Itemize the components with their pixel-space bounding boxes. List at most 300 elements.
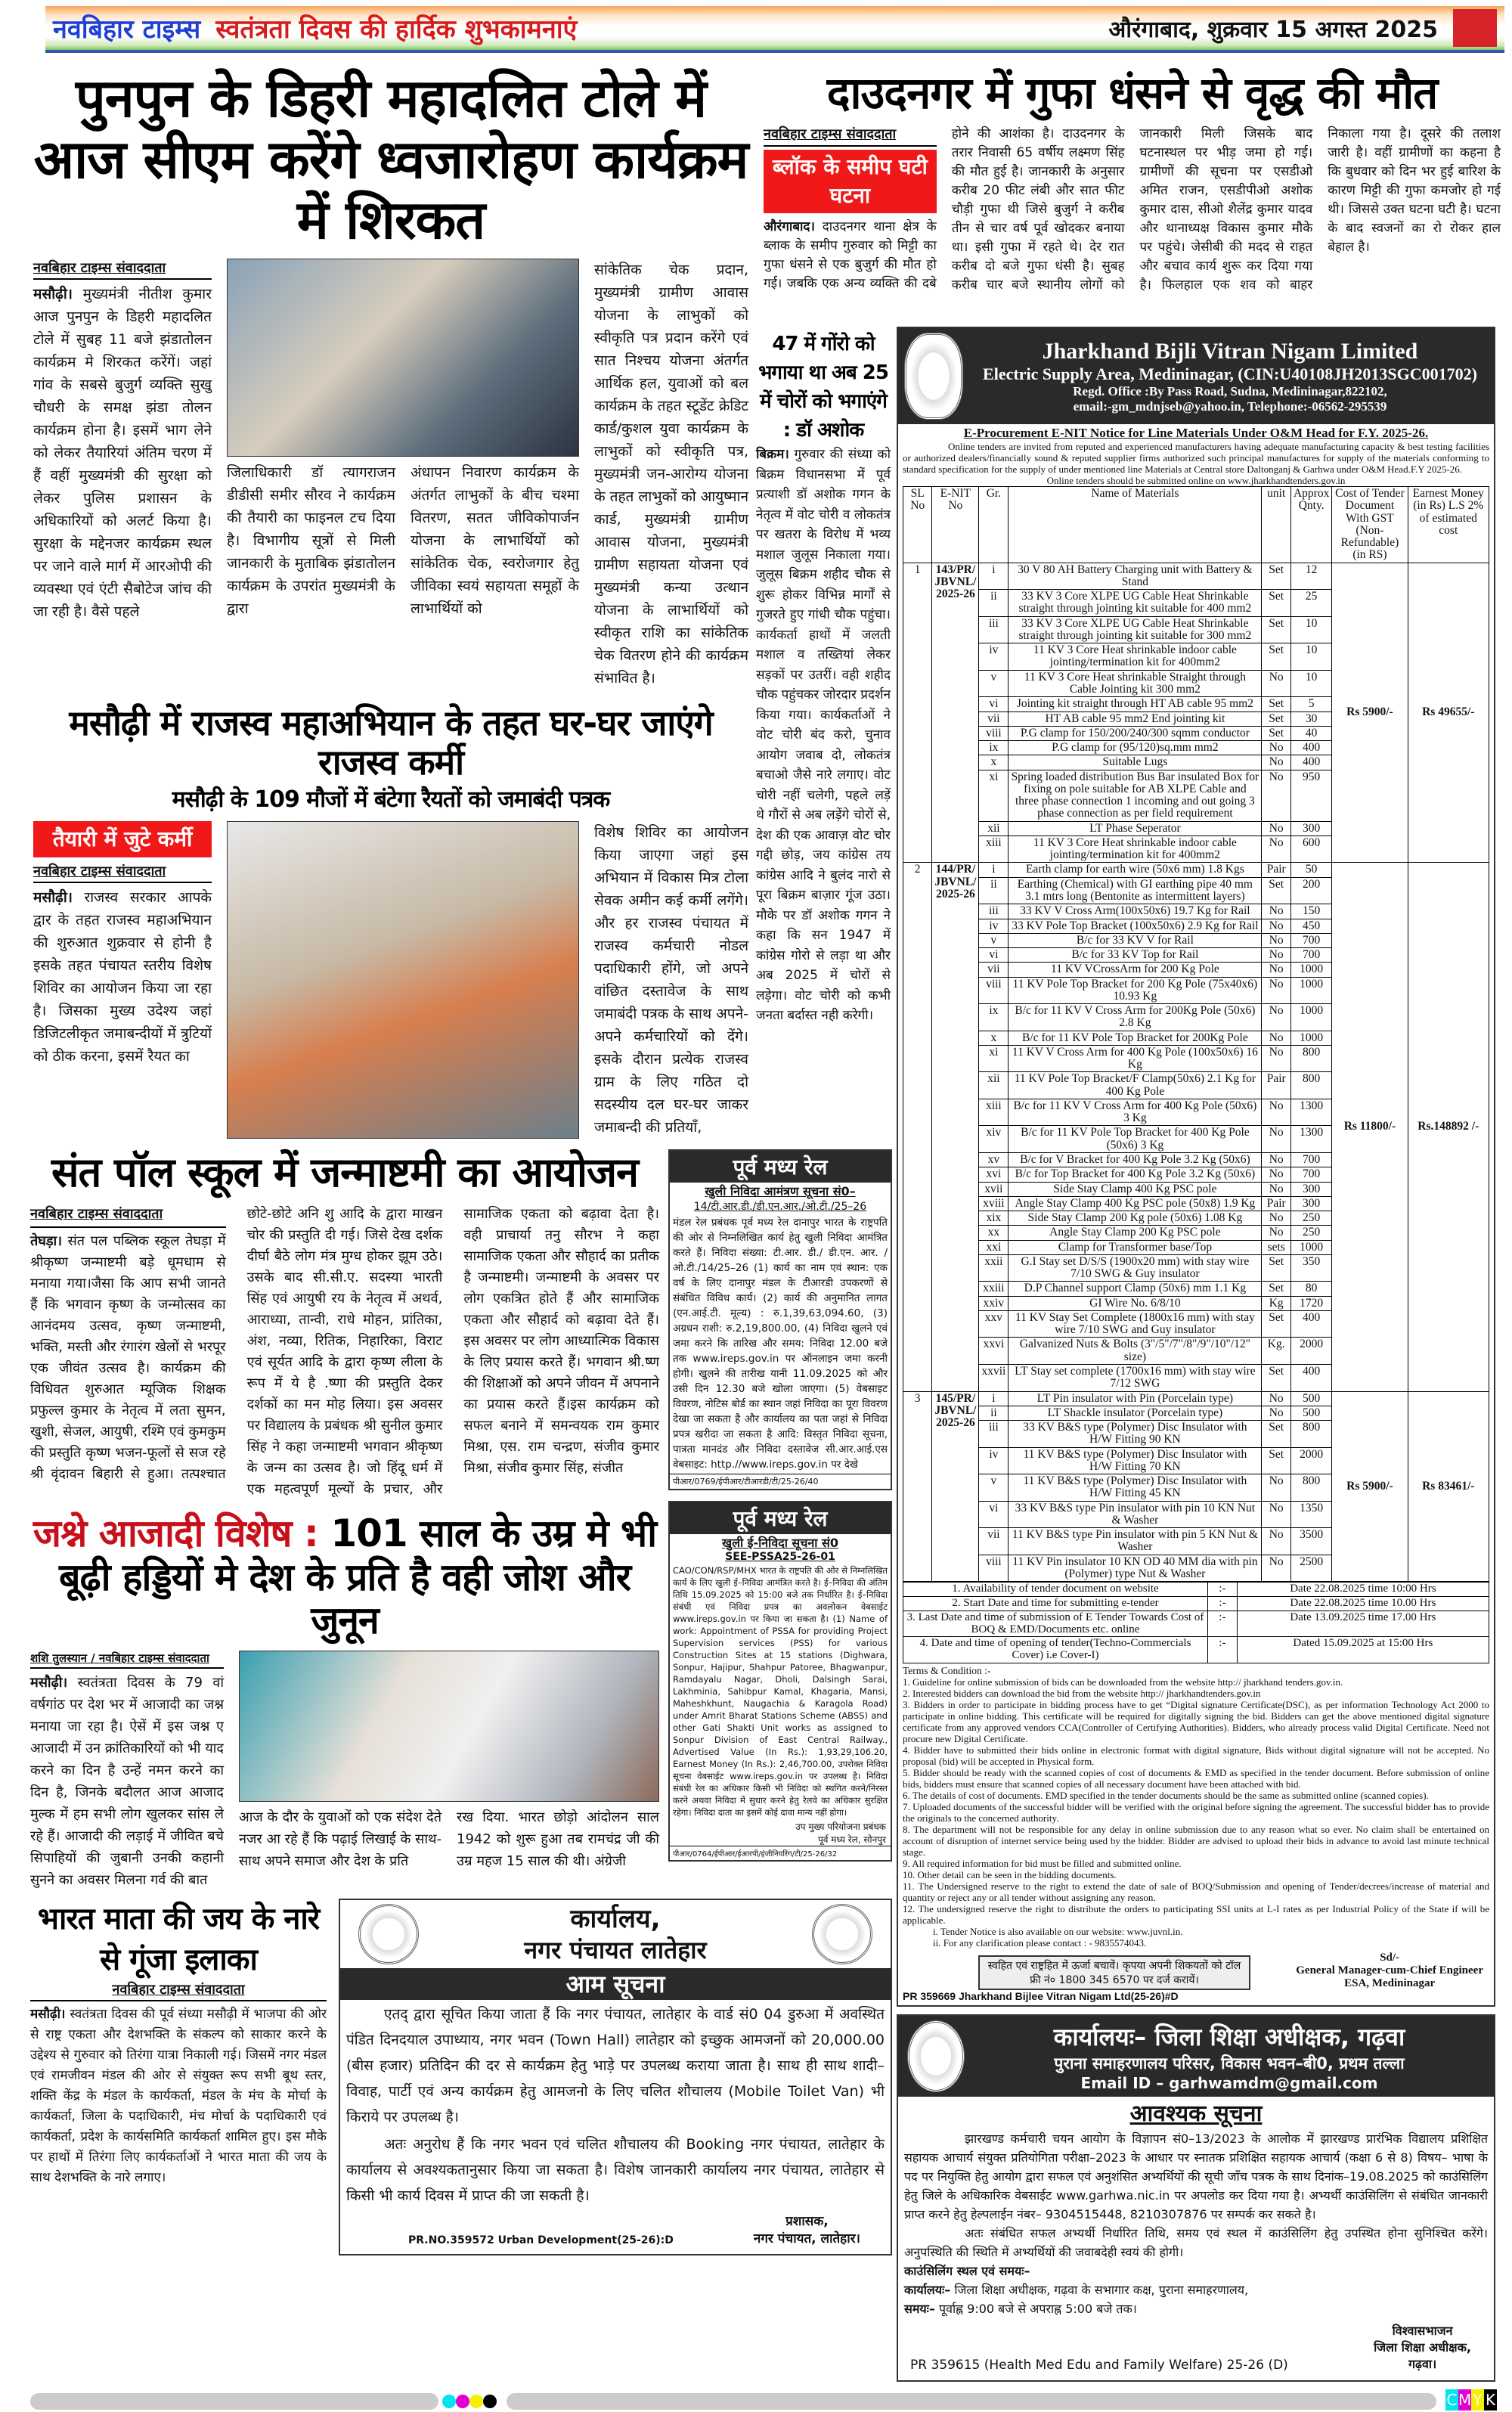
- table-row: [903, 863, 1489, 877]
- byline: नवबिहार टाइम्स संवाददाता: [33, 259, 212, 280]
- table-cell: No: [1262, 933, 1291, 947]
- table-cell: 12: [1290, 563, 1331, 590]
- table-cell: B/c for V Bracket for 400 Kg Pole 3.2 Kg (50x6): [1009, 1153, 1262, 1167]
- table-row: [903, 563, 1489, 590]
- byline: नवबिहार टाइम्स संवाददाता: [30, 1204, 226, 1228]
- table-cell: B/c for 33 KV V for Rail: [1009, 933, 1262, 947]
- table-cell: No: [1262, 821, 1291, 836]
- table-cell: 11 KV VCrossArm for 200 Kg Pole: [1009, 963, 1262, 977]
- table-cell: Set: [1262, 697, 1291, 712]
- table-cell: No: [1262, 1126, 1291, 1153]
- schedule-cell: 1. Availability of tender document on website: [903, 1583, 1208, 1597]
- table-cell: 144/PR/ JBVNL/ 2025-26: [932, 863, 979, 1391]
- story2-body: [764, 125, 1501, 295]
- schedule-cell: :-: [1208, 1597, 1238, 1611]
- rail-ad-2-title: खुली ई-निविदा सूचना सं0: [722, 1536, 838, 1550]
- table-cell: 80: [1290, 1282, 1331, 1296]
- table-cell: 1000: [1290, 1240, 1331, 1254]
- table-cell: 25: [1290, 590, 1331, 617]
- table-cell: Set: [1262, 1447, 1291, 1474]
- schedule-row: [903, 1583, 1489, 1597]
- table-cell: No: [1262, 770, 1291, 821]
- story4-subhead: मसौढ़ी के 109 मौजों में बंटेगा रैयतों को जमाबंदी पत्रक: [172, 786, 610, 814]
- story6-headline: [30, 1512, 659, 1643]
- table-cell: No: [1262, 1153, 1291, 1167]
- table-cell: No: [1262, 1211, 1291, 1226]
- table-cell: 1000: [1290, 977, 1331, 1004]
- table-cell: Set: [1262, 726, 1291, 740]
- table-cell: 30 V 80 AH Battery Charging unit with Battery & Stand: [1009, 563, 1262, 590]
- table-cell: xxiv: [979, 1296, 1009, 1310]
- table-cell: 500: [1290, 1406, 1331, 1420]
- table-cell: v: [979, 670, 1009, 697]
- garhwa-time: पूर्वाह्न 9:00 बजे से अपराह्न 5:00 बजे तक।: [939, 2301, 1137, 2316]
- table-cell: No: [1262, 836, 1291, 863]
- table-cell: 11 KV 3 Core Heat shrinkable indoor cable jointing/termination kit for 400mm2: [1009, 836, 1262, 863]
- table-cell: iv: [979, 919, 1009, 933]
- story7-text: स्वतंत्रता दिवस की पूर्व संध्या मसौढ़ी में भाजपा की ओर से राष्ट्र एकता और देशभक्ति के संकल्प को साकार करने के उद्देश्य से गुरुवार को तिरंगा यात्रा निकाली गई। जिसमें नगर मंडल एवं रामजीवन मंडल की ओर से संयुक्त रूप सभी बूथ स्तर, शक्ति केंद्र के मंडल के कार्यकर्ता, मंडल के मंच के मोर्चा के कार्यकर्ता, जिला के पदाधिकारी, मंच मोर्चा के पदाधिकारी एवं कार्यकर्ता, प्रदेश के कार्यसमिति कार्यकर्ता शामिल हुए। इस मौके पर हाथों में तिरंगा लिए कार्यकर्ताओं ने भारत माता की जय के साथ देशभक्ति के नारे लगाए।: [30, 2006, 327, 2185]
- table-cell: xiii: [979, 1099, 1009, 1126]
- schedule-cell: Date 22.08.2025 time 10:00 Hrs: [1237, 1583, 1489, 1597]
- table-cell: LT Pin insulator with Pin (Porcelain type): [1009, 1391, 1262, 1406]
- table-cell: P.G clamp for (95/120)sq.mm mm2: [1009, 741, 1262, 755]
- story1-dateline: मसौढ़ी।: [33, 285, 73, 302]
- schedule-row: [903, 1597, 1489, 1611]
- story6-text-1: स्वतंत्रता दिवस के 79 वां वर्षगांठ पर देश भर में आजादी का जश्न मनाया जा रहा है। ऐसें में इस जश्न ए आजादी में उन क्रांतिकारियों को भी याद करने का दिन है उन्हें नमन करने का दिन है, जिनके बदौलत आज आजाद मुल्क में हम सभी लोग खुलकर सांस ले रहे हैं। आजादी की लड़ाई में जीवित बचे सिपाहियों की जुबानी उनकी कहानी सुनने का अवसर मिलना गर्व की बात: [30, 1674, 224, 1888]
- garhwa-p1: झारखण्ड कर्मचारी चयन आयोग के विज्ञापन सं0–13/2023 के आलोक में झारखण्ड प्रारंभिक विद्यालय प्रशिक्षित सहायक आचार्य संयुक्त प्रतियोगिता परीक्षा–2023 के आधार पर स्नातक प्रशिक्षित सहायक आचार्य (कक्षा 6 से 8) विषय– भाषा के पद पर नियुक्ति हेतु आयोग द्वारा सफल एवं अनुशंसित अभ्यर्थियों की सूची जाँच पत्रक के साथ दिनांक–19.08.2025 को काउंसिलिंग हेतु जिले के अधिकारिक वेबसाईट www.garhwa.nic.in पर अपलोड कर दिया गया है। अभ्यर्थी काउंसिलिंग से संबंधित जानकारी प्राप्त करने हेतु हेल्पलाईन नंबर– 9304515448, 8210307876 पर सम्पर्क कर सकते है।: [904, 2131, 1488, 2221]
- term-item: 1. Guideline for online submission of bids can be downloaded from the website http:// jharkhand tenders.gov.in.: [903, 1676, 1343, 1688]
- table-cell: 700: [1290, 933, 1331, 947]
- table-cell: Kg.: [1262, 1338, 1291, 1365]
- story5-headline: संत पॉल स्कूल में जन्माष्टमी का आयोजन: [51, 1149, 639, 1196]
- table-cell: 400: [1290, 1310, 1331, 1338]
- story5: [30, 1149, 659, 1500]
- table-cell: xxv: [979, 1310, 1009, 1338]
- table-header: Name of Materials: [1009, 487, 1262, 563]
- table-cell: 2: [903, 863, 932, 1391]
- garhwa-office-label: कार्यालयः–: [904, 2282, 951, 2297]
- table-cell: 600: [1290, 836, 1331, 863]
- table-cell: iii: [979, 616, 1009, 643]
- table-cell: 400: [1290, 755, 1331, 770]
- table-cell: iii: [979, 1421, 1009, 1448]
- table-cell: No: [1262, 904, 1291, 919]
- table-cell: 11 KV Stay Set Complete (1800x16 mm) with stay wire 7/10 SWG and Guy insulator: [1009, 1310, 1262, 1338]
- story5-text: संत पल पब्लिक स्कूल तेघड़ा में श्रीकृष्ण जन्माष्टमी बड़े धूमधाम से मनाया गया।जैसा कि आप सभी जानते हैं कि भगवान कृष्ण के जन्मोत्सव का आनंदमय उत्सव, कृष्ण जन्माष्टमी, भक्ति, मस्ती और रंगारंग खेलों से भरपूर एक जीवंत उत्सव है। कार्यक्रम की विधिवत शुरुआत म्यूजिक शिक्षक प्रफुल्ल कुमार के नेतृत्व में लता सुमन, खुशी, सेजल, आयुषी, रश्मि एवं कुमकुम की प्रस्तुति कृष्ण भजन-फूलों से सज रहे श्री वृंदावन बिहारी से हुआ। तत्पश्चात छोटे-छोटे अनि शु आदि के द्वारा माखन चोर की प्रस्तुति दी गई। जिसे देख दर्शक दीर्घा बैठे लोग मंत्र मुग्ध होकर झूम उठे। उसके बाद सी.सी.ए. सदस्या भारती सिंह एवं आयुषी रय के नेतृत्व में अथर्व, आराध्या, तान्वी, राधे मोहन, प्रांतिका, अंश, नव्या, रितिक, निहारिका, विराट एवं सूर्यत आदि के द्वारा कृष्ण लीला के रूप में ये है .ष्णा की प्रस्तुति देकर दर्शकों का मन मोह लिया। इस अवसर पर विद्यालय के प्रबंधक श्री सुनील कुमार सिंह ने कहा जन्माष्टमी भगवान श्रीकृष्ण के जन्म का उत्सव है। जो हिंदू धर्म में एक महत्वपूर्ण मूल्यों के प्रचार, और सामाजिक एकता को बढ़ावा देता है। वही प्राचार्या तनु सौरभ ने कहा सामाजिक एकता और सौहार्द का प्रतीक है जन्माष्टमी। जन्माष्टमी के अवसर पर लोग एकत्रित होते हैं और सामाजिक एकता और सौहार्द को बढ़ावा देते हैं। इस अवसर पर लोग आध्यात्मिक विकास के लिए प्रयास करते हैं। भगवान श्री.ष्ण की शिक्षाओं को अपने जीवन में अपनाने का प्रयास करते हैं।इस कार्यक्रम को सफल बनाने में समन्वयक राम कुमार मिश्रा, एस. राम चन्द्रण, संजीव कुमार मिश्रा, संजीव कुमार सिंह, संजीत: [30, 1206, 659, 1498]
- table-cell: xxii: [979, 1254, 1009, 1282]
- left-top-block: [33, 68, 748, 1139]
- jbvnl-sign-1: Sd/-: [1380, 1951, 1400, 1964]
- masthead-banner: [45, 6, 1504, 53]
- story4-dateline: मसौढ़ी।: [33, 888, 73, 906]
- rail-ad-2: [668, 1501, 892, 1862]
- table-cell: 33 KV 3 Core XLPE UG Cable Heat Shrinkable straight through jointing kit suitable for 400 mm2: [1009, 590, 1262, 617]
- table-cell: Kg: [1262, 1296, 1291, 1310]
- table-cell: 500: [1290, 1391, 1331, 1406]
- term-item: 8. The department will not be responsible for any delay in online submission due to any reason what so ever. No claim shall be entertained on account of disruption of internet service being used by the bidder. Bidder are advised to upload their bids in advance to avoid last minute technical stage.: [903, 1823, 1489, 1858]
- table-header: Approx Qnty.: [1290, 487, 1331, 563]
- table-cell: 350: [1290, 1254, 1331, 1282]
- schedule-cell: 3. Last Date and time of submission of E Tender Towards Cost of BOQ & EMD/Documents etc. online: [903, 1611, 1208, 1637]
- table-cell: 1350: [1290, 1501, 1331, 1528]
- table-cell: v: [979, 933, 1009, 947]
- term-item: 7. Uploaded documents of the successful bidder will be verified with the original before signing the agreement. The successful bidder has to provide the originals to the concerned authority.: [903, 1800, 1489, 1824]
- registration-strip: [30, 2389, 1504, 2412]
- schedule-table: [903, 1582, 1489, 1663]
- table-cell: B/c for 33 KV Top for Rail: [1009, 948, 1262, 963]
- table-cell: xxvi: [979, 1338, 1009, 1365]
- rail-ad-1-footer: पीआर/0769/ईपीआर/टीआरडी/टी/25-26/40: [670, 1474, 891, 1489]
- jbvnl-pr: PR 359669 Jharkhand Bijlee Vitran Nigam Ltd(25-26)#D: [903, 1989, 1179, 2002]
- story7: [30, 1899, 327, 2188]
- table-cell: 300: [1290, 821, 1331, 836]
- greeting-banner: स्वतंत्रता दिवस की हार्दिक शुभकामनाएं: [215, 14, 578, 45]
- rail-ad-2-sign2: पूर्व मध्य रेल, सोनपुर: [817, 1834, 886, 1845]
- table-cell: B/c for 11 KV Pole Top Bracket for 200Kg Pole: [1009, 1031, 1262, 1045]
- right-ads-block: [897, 327, 1495, 2382]
- story4-headline: मसौढ़ी में राजस्व महाअभियान के तहत घर-घर जाएंगे राजस्व कर्मी: [69, 702, 713, 783]
- story2-text: दाउदनगर थाना क्षेत्र के ब्लाक के समीप गुरुवार को मिट्टी का गुफा धंसने से एक बुजुर्ग की मौत हो गई। जबकि एक अन्य व्यक्ति की दबे होने की आशंका है। दाउदनगर के तरार निवासी 65 वर्षीय लक्ष्मण सिंह की मौत हुई है। जानकारी के अनुसार करीब 20 फीट लंबी और सात फीट चौड़ी गुफा थी जिसे बुजुर्ग ने करीब तीन से चार वर्ष पूर्व खोदकर बनाया था। इसी गुफा में रहते थे। देर रात करीब दो बजे गुफा धंसी है। सुबह करीब चार बजे स्थानीय लोगों को जानकारी मिली जिसके बाद घटनास्थल पर भीड़ जमा हो गई। ग्रामीणों की सूचना पर एसडीओ अमित राजन, एसडीपीओ अशोक कुमार दास, सीओ शैलेंद्र कुमार यादव और थानाध्यक्ष विकास कुमार मौके पर पहुंचे। जेसीबी की मदद से राहत और बचाव कार्य शुरू कर दिया गया है। फिलहाल एक शव को बाहर निकाला गया है। दूसरे की तलाश जारी है। वहीं ग्रामीणों का कहना है कि बुधवार को दिन भर हुई बारिश के कारण मिट्टी की गुफा कमजोर हो गई थी। जिससे उक्त घटना घटी है। घटना के बाद स्वजनों का रो रोकर हाल बेहाल है।: [764, 126, 1501, 293]
- latehar-p2: अतः अनुरोध हैं कि नगर भवन एवं चलित शौचालय की Booking नगर पंचायत, लातेहार के कार्यालय से अवश्यकतानुसार किया जा सकता है। विशेष जानकारी कार्यालय नगर पंचायत, लातेहार से किसी भी कार्य दिवस में प्राप्त की जा सकती है।: [346, 2135, 885, 2204]
- schedule-cell: 4. Date and time of opening of tender(Techno-Commercials Cover) i.e Cover-I): [903, 1637, 1208, 1663]
- story6: [30, 1512, 659, 1891]
- latehar-pr: PR.NO.359572 Urban Development(25-26):D: [408, 2234, 674, 2246]
- story1-text-3: अंधापन निवारण कार्यक्रम के अंतर्गत लाभुकों के बीच चश्मा वितरण, सतत जीविकोपार्जन योजना के लाभार्थियों को सांकेतिक चेक, स्वरोजगार हेतु जीविका स्वयं सहायता समूहों के लाभार्थियों को: [411, 463, 579, 617]
- table-cell: Set: [1262, 1421, 1291, 1448]
- garhwa-time-label: समयः–: [904, 2301, 935, 2316]
- table-cell: 11 KV B&S type (Polymer) Disc Insulator with H/W Fitting 45 KN: [1009, 1474, 1262, 1502]
- table-cell: No: [1262, 741, 1291, 755]
- table-cell: 1: [903, 563, 932, 863]
- table-cell: 145/PR/ JBVNL/ 2025-26: [932, 1391, 979, 1582]
- garhwa-pr: PR 359615 (Health Med Edu and Family Welfare) 25-26 (D): [910, 2357, 1288, 2373]
- story1-headline: पुनपुन के डिहरी महादलित टोले में आज सीएम करेंगे ध्वजारोहण कार्यक्रम में शिरकत: [33, 67, 748, 251]
- table-cell: 5: [1290, 697, 1331, 712]
- rail-ad-1: [668, 1149, 892, 1490]
- story1-text-2: जिलाधिकारी डॉ त्यागराजन डीडीसी समीर सौरव ने कार्यक्रम की तैयारी का फाइनल टच दिया है। विभागीय सूत्रों से मिली जानकारी के मुताबिक झंडातोलन कार्यक्रम के उपरांत मुख्यमंत्री के द्वारा: [227, 463, 395, 617]
- story3-headline: 47 में गोंरो को भगाया था अब 25 में चोरों को भगाएंगे : डॉ अशोक: [758, 333, 888, 442]
- table-cell: 1000: [1290, 1004, 1331, 1031]
- table-cell: 33 KV 3 Core XLPE UG Cable Heat Shrinkable straight through jointing kit suitable for 300 mm2: [1009, 616, 1262, 643]
- story6-photo: [239, 1651, 659, 1802]
- story6-headline-red: जश्ने आजादी विशेष :: [33, 1511, 318, 1556]
- jbvnl-notice-title: E-Procurement E-NIT Notice for Line Materials Under O&M Head for F.Y. 2025-26.: [963, 426, 1429, 440]
- story4: [33, 703, 748, 1139]
- table-cell: i: [979, 563, 1009, 590]
- jbvnl-sign-3: ESA, Medininagar: [1344, 1976, 1436, 1989]
- jbvnl-online: Online tenders should be submitted online on www.jharkhandtenders.gov.in: [1046, 475, 1346, 486]
- latehar-sign-1: प्रशासक,: [785, 2213, 829, 2229]
- term-item: 3. Bidders in order to participate in bidding process have to get “Digital signature Certificate(DSC), as per information Technology Act 2000 to participate in online bidding. This certificate will be required for digitally signing the bid. Bidders can get the above mentioned digital signature certificate from any approved vendors CCA(Controller of Certifying Authorities). Bidders, who already process valid Digital Certificate. Need not procure new Digital Certificate.: [903, 1698, 1489, 1744]
- table-cell: Rs 49655/-: [1408, 563, 1489, 863]
- table-cell: x: [979, 755, 1009, 770]
- table-header: E-NIT No: [932, 487, 979, 563]
- table-cell: viii: [979, 977, 1009, 1004]
- table-cell: sets: [1262, 1240, 1291, 1254]
- table-cell: Side Stay Clamp 200 Kg pole (50x6) 1.08 Kg: [1009, 1211, 1262, 1226]
- garhwa-email: Email ID – garhwamdm@gmail.com: [1080, 2073, 1378, 2092]
- table-cell: viii: [979, 726, 1009, 740]
- story6-byline: शशि तुलस्यान / नवबिहार टाइम्स संवाददाता: [30, 1651, 224, 1669]
- table-cell: 11 KV B&S type (Polymer) Disc Insulator with H/W Fitting 70 KN: [1009, 1447, 1262, 1474]
- emblem-icon: [358, 1904, 419, 1964]
- jbvnl-sign-2: General Manager-cum-Chief Engineer: [1296, 1964, 1483, 1976]
- schedule-cell: 2. Start Date and time for submitting e-tender: [903, 1597, 1208, 1611]
- table-cell: Set: [1262, 590, 1291, 617]
- story1-text-4: सांकेतिक चेक प्रदान, मुख्यमंत्री ग्रामीण आवास योजना के लाभुकों को स्वीकृति पत्र प्रदान करेंगे एवं सात निश्चय योजना अंतर्गत आर्थिक हल, युवाओं को बल कार्यक्रम के तहत स्टूडेंट क्रेडिट कार्ड/कुशल युवा कार्यक्रम के लाभुकों को स्वीकृति पत्र, मुख्यमंत्री जन-आरोग्य योजना के तहत लाभुकों को आयुष्मान कार्ड, मुख्यमंत्री ग्रामीण आवास योजना, मुख्यमंत्री ग्रामीण सहायता योजना एवं मुख्यमंत्री कन्या उत्थान योजना के लाभार्थियों को स्वीकृत राशि का सांकेतिक चेक वितरण होने की कार्यक्रम संभावित है।: [594, 261, 748, 687]
- rail-ad-1-title: खुली निविदा आमंत्रण सूचना सं0–: [705, 1184, 856, 1198]
- table-cell: vi: [979, 1501, 1009, 1528]
- jbvnl-office: Regd. Office :By Pass Road, Sudna, Medininagar,822102,: [1073, 383, 1387, 398]
- schedule-row: [903, 1611, 1489, 1637]
- table-cell: xii: [979, 821, 1009, 836]
- byline: नवबिहार टाइम्स संवाददाता: [764, 125, 937, 147]
- term-item: 9. All required information for bid must be filled and submitted online.: [903, 1857, 1182, 1869]
- table-cell: i: [979, 1391, 1009, 1406]
- table-cell: 800: [1290, 1421, 1331, 1448]
- table-cell: xii: [979, 1072, 1009, 1099]
- rail-ad-1-text: मंडल रेल प्रबंधक पूर्व मध्य रेल दानापुर भारत के राष्ट्रपति की ओर से निम्नलिखित कार्य हेतु खुली निविदा आमंत्रित करते हैं। निविदा संख्या: टी.आर. डी./ डी.एन. आर. / ओ.टी./14/25–26 (1) कार्य का नाम एवं स्थान: एक वर्ष के लिए दानापुर मंडल के टीआरडी उपकरणों से संबंधित विविध कार्य। (2) कार्य की अनुमानित लागत (एन.आई.टी. मूल्य) : रु.1,39,63,094.60, (3) अग्रधन राशी: रु.2,19,800.00, (4) निविदा खुलने एवं जमा करने कि तारिख और समय: निविदा 12.00 बजे तक www.ireps.gov.in पर ऑनलाइन जमा करनी होगी। खुलने की तारीख यानी 11.09.2025 को और उसी दिन 12.30 बजे खोला जाएगा। (5) वेबसाइट विवरण, नोटिस बोर्ड का स्थान जहां निविदा का पूरा विवरण देखा जा सकता है और कार्यालय का पता जहां से निविदा प्रपत्र खरीदा जा सकता है आदि: विस्तृत निविदा सूचना, पात्रता मानदंड और निविदा दस्तावेज सी.आर.आई.एस वेबसाइट: http.//www.ireps.gov.in पर देखे: [673, 1217, 888, 1471]
- jbvnl-contact: email:-gm_mdnjseb@yahoo.in, Telephone:-06562-295539: [1073, 398, 1387, 414]
- cmyk-m: M: [1458, 2391, 1472, 2409]
- jbvnl-subtitle: Electric Supply Area, Medininagar, (CIN:U40108JH2013SGC001702): [983, 364, 1477, 383]
- table-cell: xxiii: [979, 1282, 1009, 1296]
- table-cell: xvii: [979, 1182, 1009, 1196]
- table-cell: xix: [979, 1211, 1009, 1226]
- table-cell: i: [979, 863, 1009, 877]
- table-cell: Pair: [1262, 863, 1291, 877]
- story7-dateline: मसौढ़ी।: [30, 2006, 66, 2022]
- table-cell: 1000: [1290, 963, 1331, 977]
- table-cell: 700: [1290, 1167, 1331, 1182]
- table-cell: Earthing (Chemical) with GI earthing pipe 40 mm 3.1 mtrs long (Bentonite as intermittent layers): [1009, 877, 1262, 904]
- table-cell: ii: [979, 877, 1009, 904]
- table-cell: 33 KV B&S type Pin insulator with pin 10 KN Nut & Washer: [1009, 1501, 1262, 1528]
- table-cell: HT AB cable 95 mm2 End jointing kit: [1009, 712, 1262, 726]
- table-cell: Spring loaded distribution Bus Bar insulated Box for fixing on pole suitable for AB XLPE Cable and three phase connection 1 incoming and out going 3 phase connection as per field requirement: [1009, 770, 1262, 821]
- table-cell: Suitable Lugs: [1009, 755, 1262, 770]
- table-header: Earnest Money (in Rs) L.S 2% of estimated cost: [1408, 487, 1489, 563]
- table-cell: Galvanized Nuts & Bolts (3"/5"/7"/8"/9"/10"/12" size): [1009, 1338, 1262, 1365]
- term-item: 4. Bidder have to submitted their bids online in electronic format with digital signature, Bids without digital signature will not be accepted. No proposal (bid) will be accepted in Physical form.: [903, 1744, 1489, 1767]
- table-cell: 11 KV 3 Core Heat shrinkable Straight through Cable Jointing kit 300 mm2: [1009, 670, 1262, 697]
- rail-ad-2-text: CAO/CON/RSP/MHX भारत के राष्ट्रपति की ओर से निम्नलिखित कार्य के लिए खुली ई–निविदा आमंत्रित करते है। ई–निविदा की अंतिम तिथि 15.09.2025 को 15:00 बजे तक निर्धारित है। ई–निविदा संबंधी एवं निविदा प्रपत्र का अवलोकन वेबसाईट www.ireps.gov.in पर किया जा सकता है। (1) Name of work: Appointment of PSSA for providing Project Supervision services (PSS) for various Construction Sites at 15 stations (Dighwara, Sonpur, Hajipur, Shahpur Patoree, Bhagwanpur, Ramdayalu Nagar, Dholi, Dalsingh Sarai, Lakhminia, Sahibpur Kamal, Khagaria, Mansi, Maheshkhunt, Naugachia & Karagola Road) under Amrit Bharat Stations Scheme (ABSS) and other Gati Shakti Unit works as assigned to Sonpur Division of East Central Railway., Advertised Value (In Rs.): 1,93,29,106.20, Earnest Money (In Rs.): 2,46,700.00, उपरोक्त निविदा सूचना वेबसाईट www.ireps.gov.in पर उपलब्ध है। निविदा संबंधी रेल का अधिकार किसी भी निविदा को स्थगित करने/निरस्त करने अथवा निविदा में सुधार करने हेतु रेलवे का अधिकार सुरक्षित रहेगा। निविदा दाता का इसमें कोई दावा मान्य नहीं होगा।: [673, 1565, 888, 1818]
- term-item: 10. Other detail can be seen in the bidding documents.: [903, 1868, 1117, 1880]
- table-cell: 250: [1290, 1211, 1331, 1226]
- story6-headline-main: 101 साल के उम्र मे भी बूढ़ी हड्डियों मे देश के प्रति है वही जोश और जुनून: [58, 1511, 657, 1643]
- table-cell: 2500: [1290, 1555, 1331, 1582]
- table-cell: 800: [1290, 1474, 1331, 1502]
- byline: नवबिहार टाइम्स संवाददाता: [30, 1980, 327, 2001]
- table-cell: 10: [1290, 643, 1331, 671]
- table-cell: 950: [1290, 770, 1331, 821]
- story3-dateline: बिक्रम।: [756, 447, 789, 462]
- story2-redbox: ब्लॉक के समीप घटी घटना: [764, 150, 937, 213]
- rail-ad-1-header: पूर्व मध्य रेल: [670, 1151, 891, 1183]
- story1-text-1: मुख्यमंत्री नीतीश कुमार आज पुनपुन के डिहरी महादलित टोले में सुबह 11 बजे झंडातोलन कार्यक्रम मे शिरकत करेंगें। जहां गांव के सबसे बुजुर्ग व्यक्ति सुखु चौधरी के समक्ष झंडा तोलन कार्यक्रम होना है। इसमें भाग लेने को लेकर तैयारियां अंतिम चरण में हैं वहीं मुख्यमंत्री की सुरक्षा को लेकर पुलिस प्रशासन के अधिकारियों को अलर्ट किया है। सुरक्षा के मद्देनजर कार्यक्रम स्थल पर जाने वाले मार्ग में आरओपी की व्यवस्था एवं एंटी सैबोटेज जांच की जा रही है। वैसे पहले: [33, 285, 212, 620]
- story1-col1: [33, 259, 212, 623]
- registration-dots: [442, 2395, 497, 2411]
- energy-box: स्वहित एवं राष्ट्रहित में ऊर्जा बचावें। कृपया अपनी शिकयतों को टॉल फ्री नं० 1800 345 6570 पर दर्ज करायें।: [978, 1955, 1250, 1990]
- table-cell: xxvii: [979, 1365, 1009, 1392]
- garhwa-sign-1: विश्वासभाजन: [1392, 2323, 1453, 2338]
- table-cell: 30: [1290, 712, 1331, 726]
- table-cell: LT Stay set complete (1700x16 mm) with stay wire 7/12 SWG: [1009, 1365, 1262, 1392]
- table-cell: Set: [1262, 1310, 1291, 1338]
- cmyk-swatch: [1445, 2389, 1497, 2410]
- garhwa-p2: अतः संबंधित सफल अभ्यर्थी निर्धारित तिथि, समय एवं स्थल में काउंसिलिंग हेतु उपस्थित होना सुनिश्चित करेंगे। अनुपस्थिति की स्थिति में अभ्यर्थियों की जवाबदेही स्वयं की होगी।: [904, 2225, 1488, 2259]
- table-header: unit: [1262, 487, 1291, 563]
- table-cell: 33 KV V Cross Arm(100x50x6) 19.7 Kg for Rail: [1009, 904, 1262, 919]
- table-cell: ii: [979, 1406, 1009, 1420]
- table-cell: 300: [1290, 1196, 1331, 1211]
- terms-title: Terms & Condition :-: [903, 1664, 991, 1676]
- table-cell: 200: [1290, 877, 1331, 904]
- cmyk-c: C: [1446, 2391, 1458, 2409]
- story7-headline: भारत माता की जय के नारे से गूंजा इलाका: [37, 1901, 320, 1977]
- left-bottom-block: [30, 1149, 892, 2255]
- table-cell: iii: [979, 904, 1009, 919]
- jbvnl-intro: Online tenders are invited from reputed and experienced manufacturers having adequate manufacturing capacity & best testing facilities or authorized dealers/financially sound & reputed supplier firms authorized such principal manufactures for supply of the materials conforming to standard specification for the supply of under mentioned line Materials at Central store Daltonganj & Garhwa under O&M Head.F.Y 2025-26.: [903, 441, 1489, 475]
- table-cell: iv: [979, 1447, 1009, 1474]
- schedule-cell: :-: [1208, 1583, 1238, 1597]
- latehar-title1: कार्यालय,: [570, 1903, 661, 1934]
- story6-text-3: रख दिया. भारत छोड़ो आंदोलन साल 1942 को शुरू हुआ तब रामचंद्र जी की उम्र महज 15 साल की थी। अंग्रेजी: [457, 1809, 659, 1869]
- table-cell: 143/PR/ JBVNL/ 2025-26: [932, 563, 979, 863]
- table-cell: Rs 5900/-: [1332, 563, 1408, 863]
- table-cell: D.P Channel support Clamp (50x6) mm 1.1 Kg: [1009, 1282, 1262, 1296]
- story4-col1: [33, 821, 212, 1068]
- table-cell: 1300: [1290, 1126, 1331, 1153]
- table-cell: xv: [979, 1153, 1009, 1167]
- table-cell: 11 KV Pole Top Bracket for 200 Kg Pole (75x40x6) 10.93 Kg: [1009, 977, 1262, 1004]
- garhwa-address: पुराना समाहरणालय परिसर, विकास भवन–बी0, प्रथम तल्ला: [1054, 2054, 1405, 2073]
- table-cell: 800: [1290, 1072, 1331, 1099]
- table-cell: 10: [1290, 670, 1331, 697]
- table-cell: 400: [1290, 1365, 1331, 1392]
- table-cell: 400: [1290, 741, 1331, 755]
- table-cell: 300: [1290, 1182, 1331, 1196]
- table-cell: Pair: [1262, 1196, 1291, 1211]
- table-cell: xvi: [979, 1167, 1009, 1182]
- story1-photo: [227, 259, 579, 457]
- schedule-cell: Date 22.08.2025 time 10.00 Hrs: [1237, 1597, 1489, 1611]
- latehar-title2: नगर पंचायत लातेहार: [524, 1935, 707, 1964]
- table-cell: No: [1262, 755, 1291, 770]
- byline: नवबिहार टाइम्स संवाददाता: [33, 862, 212, 883]
- table-cell: Set: [1262, 1282, 1291, 1296]
- table-cell: No: [1262, 963, 1291, 977]
- table-cell: No: [1262, 1406, 1291, 1420]
- table-header: Cost of Tender Document With GST (Non-Refundable) (in RS): [1332, 487, 1408, 563]
- latehar-sign-2: नगर पंचायत, लातेहार।: [753, 2231, 860, 2246]
- table-cell: 800: [1290, 1045, 1331, 1072]
- term-item: i. Tender Notice is also available on our website: www.juvnl.in.: [933, 1925, 1183, 1937]
- rail-ad-2-sign1: उप मुख्य परियोजना प्रबंधक: [795, 1821, 886, 1832]
- table-cell: No: [1262, 1004, 1291, 1031]
- story2: [764, 68, 1501, 295]
- schedule-cell: :-: [1208, 1611, 1238, 1637]
- table-cell: Rs.148892 /-: [1408, 863, 1489, 1391]
- table-cell: 11 KV B&S type Pin insulator with pin 5 KN Nut & Washer: [1009, 1528, 1262, 1555]
- garhwa-notice: [897, 2014, 1495, 2382]
- table-cell: 700: [1290, 948, 1331, 963]
- table-cell: 450: [1290, 919, 1331, 933]
- table-cell: Angle Stay Clamp 400 Kg PSC pole (50x8) 1.9 Kg: [1009, 1196, 1262, 1211]
- story6-col1: [30, 1651, 224, 1891]
- table-cell: 150: [1290, 904, 1331, 919]
- rail-ad-2-header: पूर्व मध्य रेल: [670, 1502, 891, 1534]
- latehar-notice: [339, 1899, 892, 2255]
- table-cell: Set: [1262, 877, 1291, 904]
- table-cell: xx: [979, 1226, 1009, 1240]
- story4-text-4: विशेष शिविर का आयोजन किया जाएगा जहां इस अभियान में विकास मित्र टोला सेवक अमीन कई कर्मी लगेंगे। और हर राजस्व पंचायत में राजस्व कर्मचारी नोडल पदाधिकारी होंगे, जो अपने वांछित दस्तावेज के साथ जमाबंदी पत्रक के साथ अपने-अपने कर्मचारियों को देंगे। इसके दौरान प्रत्येक राजस्व ग्राम के लिए गठित दो सदस्यीय दल घर-घर जाकर जमाबन्दी की प्रतियाँ,: [594, 823, 748, 1136]
- story4-text-1: राजस्व सरकार आपके द्वार के तहत राजस्व महाअभियान की शुरुआत शुक्रवार से होनी है इसके तहत पंचायत स्तरीय विशेष शिविर का आयोजन किया जा रहा है। जिसका मुख्य उदेश्य जहां डिजिटलीकृत जमाबन्दीयों में त्रुटियों को ठीक करना, इसमें रैयत का: [33, 888, 212, 1065]
- table-cell: B/c for 11 KV V Cross Arm for 200Kg Pole (50x6) 2.8 Kg: [1009, 1004, 1262, 1031]
- table-cell: iv: [979, 643, 1009, 671]
- table-cell: xiv: [979, 1126, 1009, 1153]
- color-tab: [1453, 9, 1497, 47]
- tender-table: [903, 486, 1489, 1582]
- table-cell: v: [979, 1474, 1009, 1502]
- term-item: 12. The undersigned reserve the right to distribute the orders to participating SSI units at L-I rates as per Industrial Policy of the State if will be applicable.: [903, 1902, 1489, 1926]
- jbvnl-logo-icon: [904, 333, 963, 420]
- table-header: SL No: [903, 487, 932, 563]
- table-cell: xi: [979, 1045, 1009, 1072]
- table-cell: Set: [1262, 1254, 1291, 1282]
- table-cell: 11 KV Pin insulator 10 KN OD 40 MM dia with pin (Polymer) type Nut & Washer: [1009, 1555, 1262, 1582]
- table-cell: No: [1262, 977, 1291, 1004]
- table-cell: xxi: [979, 1240, 1009, 1254]
- table-cell: Set: [1262, 1365, 1291, 1392]
- garhwa-office: जिला शिक्षा अधीक्षक, गढ़वा के सभागार कक्ष, पुराना समाहरणालय,: [954, 2282, 1249, 2297]
- table-cell: xviii: [979, 1196, 1009, 1211]
- table-cell: 3: [903, 1391, 932, 1582]
- table-cell: No: [1262, 1045, 1291, 1072]
- table-cell: 11 KV 3 Core Heat shrinkable indoor cable jointing/termination kit for 400mm2: [1009, 643, 1262, 671]
- table-cell: 2000: [1290, 1447, 1331, 1474]
- garhwa-sign-2: जिला शिक्षा अधीक्षक,: [1374, 2339, 1471, 2355]
- table-cell: No: [1262, 1226, 1291, 1240]
- table-cell: LT Phase Seperator: [1009, 821, 1262, 836]
- table-cell: 11 KV Pole Top Bracket/F Clamp(50x6) 2.1 Kg for 400 Kg Pole: [1009, 1072, 1262, 1099]
- table-cell: viii: [979, 1555, 1009, 1582]
- table-cell: 1000: [1290, 1031, 1331, 1045]
- table-cell: GI Wire No. 6/8/10: [1009, 1296, 1262, 1310]
- table-cell: LT Shackle insulator (Porcelain type): [1009, 1406, 1262, 1420]
- table-header: Gr.: [979, 487, 1009, 563]
- table-cell: vii: [979, 712, 1009, 726]
- table-cell: xiii: [979, 836, 1009, 863]
- newspaper-logo: नवबिहार टाइम्स: [53, 14, 201, 45]
- table-cell: Set: [1262, 643, 1291, 671]
- table-cell: Clamp for Transformer base/Top: [1009, 1240, 1262, 1254]
- story4-photo: [227, 821, 579, 1139]
- table-cell: Side Stay Clamp 400 Kg PSC pole: [1009, 1182, 1262, 1196]
- term-item: 6. The details of cost of documents. EMD specified in the tender documents should be the same as submitted online (scanned copies).: [903, 1789, 1429, 1801]
- latehar-p1: एतद् द्वारा सूचित किया जाता हैं कि नगर पंचायत, लातेहार के वार्ड सं0 04 डुरुआ में अवस्थित पंडित दिनदयाल उपाध्याय, नगर भवन (Town Hall) लातेहार को इच्छुक आमजनों को 20,000.00 (बीस हजार) प्रतिदिन की दर से कार्यक्रम हेतु भाड़े पर उपलब्ध कराया जाता है। साथ ही साथ शादी–विवाह, पार्टी एवं अन्य कार्यक्रम हेतु आमजनो के लिए चलित शौचालय (Mobile Toilet Van) भी किराये पर उपलब्ध है।: [346, 2005, 885, 2125]
- table-cell: x: [979, 1031, 1009, 1045]
- table-cell: P.G clamp for 150/200/240/300 sqmm conductor: [1009, 726, 1262, 740]
- term-item: ii. For any clarification please contact : - 9835574043.: [933, 1936, 1147, 1949]
- garhwa-sign-3: गढ़वा।: [1408, 2356, 1437, 2371]
- table-cell: 1720: [1290, 1296, 1331, 1310]
- table-cell: ii: [979, 590, 1009, 617]
- table-cell: Angle Stay Clamp 200 Kg PSC pole: [1009, 1226, 1262, 1240]
- cmyk-k: K: [1485, 2391, 1496, 2409]
- table-cell: 33 KV Pole Top Bracket (100x50x6) 2.9 Kg for Rail: [1009, 919, 1262, 933]
- term-item: 2. Interested bidders can download the bid from the website http:// jharkhandtenders.gov.in: [903, 1687, 1261, 1699]
